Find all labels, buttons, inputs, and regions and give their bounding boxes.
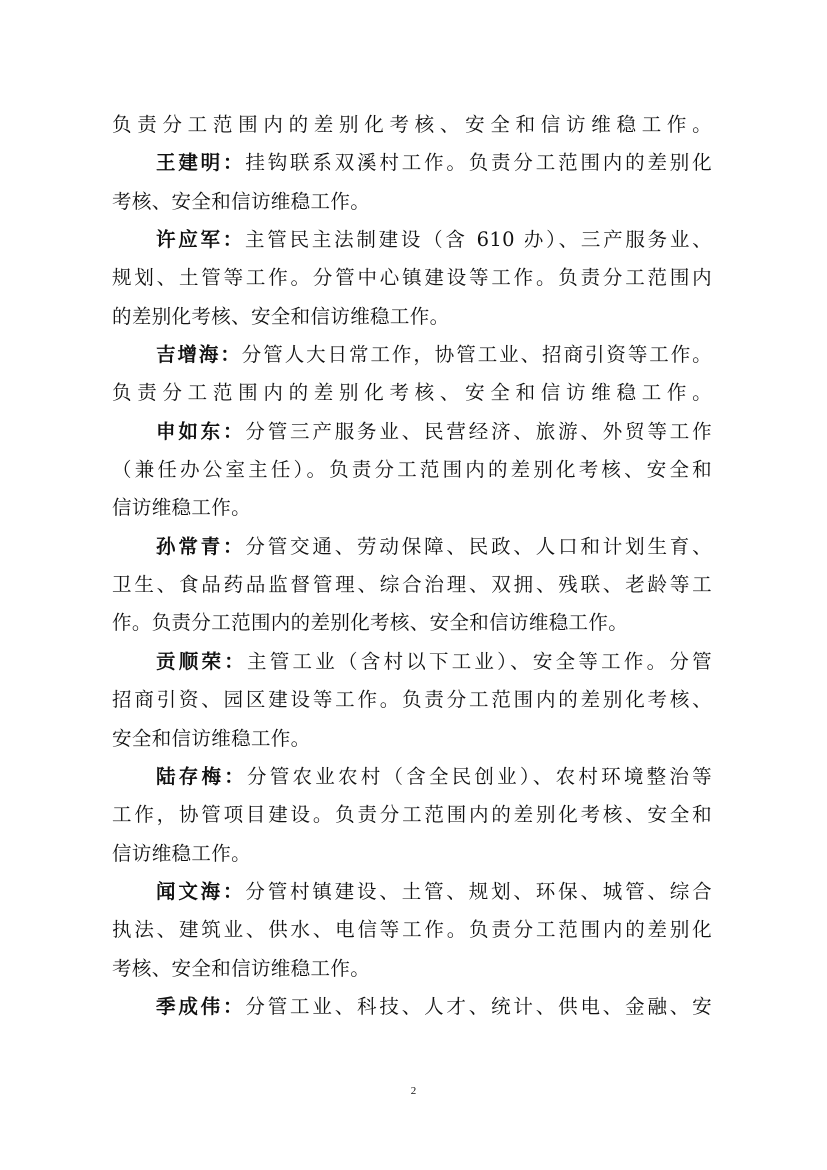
document-body [112,106,712,1026]
duty-text: 分管三产服务业、民营经济、旅游、外贸等工作 [245,419,712,443]
text-line: 负责分工范围内的差别化考核、安全和信访维稳工作。 [112,113,712,136]
paragraph-wen [112,873,712,911]
person-name: 申如东： [156,419,246,443]
paragraph-sun [112,528,712,566]
paragraph-wang [112,144,712,182]
paragraph-ji [112,336,712,374]
text-line: 工作，协管项目建设。负责分工范围内的差别化考核、安全和 [112,803,712,827]
text-line: 信访维稳工作。 [112,841,251,865]
paragraph-jicw [112,988,712,1026]
person-name: 季成伟： [156,994,246,1018]
text-line: 考核、安全和信访维稳工作。 [112,189,371,213]
duty-text: 分管交通、劳动保障、民政、人口和计划生育、 [245,534,712,558]
text-line: 安全和信访维稳工作。 [112,726,311,750]
duty-text: 分管人大日常工作，协管工业、招商引资等工作。 [241,343,713,367]
person-name: 许应军： [156,228,246,252]
text-line: 规划、土管等工作。分管中心镇建设等工作。负责分工范围内 [112,266,712,290]
person-name: 王建明： [156,151,246,175]
text-line: 的差别化考核、安全和信访维稳工作。 [112,304,450,328]
paragraph-lu [112,758,712,796]
text-line: 执法、建筑业、供水、电信等工作。负责分工范围内的差别化 [112,918,712,942]
duty-text: 分管工业、科技、人才、统计、供电、金融、安 [245,994,712,1018]
text-line: 招商引资、园区建设等工作。负责分工范围内的差别化考核、 [112,688,712,712]
duty-text: 挂钩联系双溪村工作。负责分工范围内的差别化 [245,151,712,175]
paragraph-shen [112,413,712,451]
duty-text: 主管民主法制建设（含 610 办）、三产服务业、 [245,228,712,252]
text-line: 考核、安全和信访维稳工作。 [112,956,371,980]
text-line: 负责分工范围内的差别化考核、安全和信访维稳工作。 [112,381,712,405]
person-name: 孙常青： [156,534,246,558]
person-name: 吉增海： [156,343,242,367]
duty-text: 主管工业（含村以下工业）、安全等工作。分管 [246,649,712,673]
paragraph-xu [112,221,712,259]
text-line: 卫生、食品药品监督管理、综合治理、双拥、残联、老龄等工 [112,573,712,597]
paragraph-gong [112,643,712,681]
person-name: 贡顺荣： [156,649,247,673]
person-name: 闻文海： [156,879,246,903]
duty-text: 分管农业农村（含全民创业）、农村环境整治等 [246,764,712,788]
text-line: 信访维稳工作。 [112,496,251,520]
person-name: 陆存梅： [156,764,247,788]
text-line: （兼任办公室主任）。负责分工范围内的差别化考核、安全和 [112,458,712,482]
text-line: 作。负责分工范围内的差别化考核、安全和信访维稳工作。 [112,611,629,635]
duty-text: 分管村镇建设、土管、规划、环保、城管、综合 [245,879,712,903]
page-number: 2 [410,1085,417,1097]
